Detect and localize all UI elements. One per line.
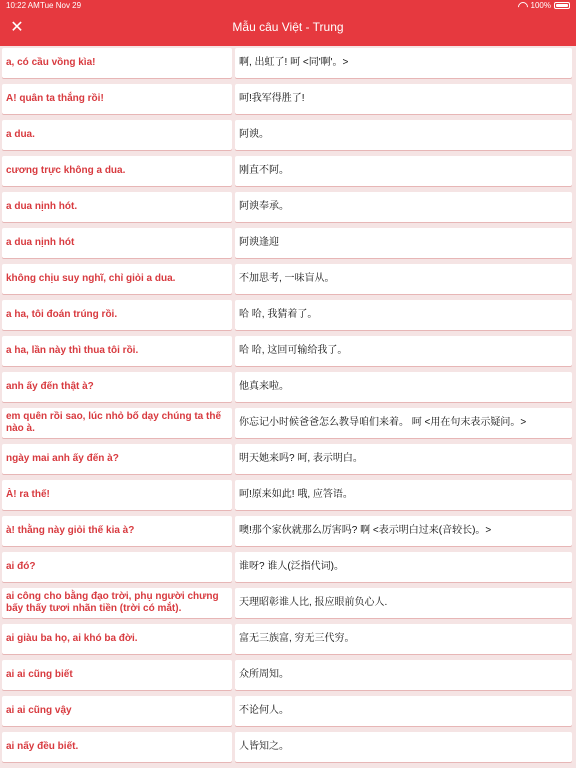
vietnamese-phrase-text: ngày mai anh ấy đến à? <box>6 453 119 464</box>
wifi-icon <box>518 2 528 10</box>
chinese-translation[interactable] <box>235 228 572 258</box>
chinese-translation[interactable] <box>235 408 572 438</box>
chinese-translation-text: 不加思考, 一味盲从。 <box>239 273 335 284</box>
vietnamese-phrase-text: a ha, lần này thì thua tôi rồi. <box>6 345 139 356</box>
table-row[interactable] <box>0 118 576 150</box>
vietnamese-phrase[interactable] <box>2 696 232 726</box>
chinese-translation[interactable] <box>235 48 572 78</box>
chinese-translation[interactable] <box>235 480 572 510</box>
chinese-translation-text: 哈 哈, 这回可输给我了。 <box>239 345 348 356</box>
vietnamese-phrase-text: ai đó? <box>6 561 36 572</box>
page-title: Mẫu câu Việt - Trung <box>232 20 344 34</box>
vietnamese-phrase-text: ai giàu ba họ, ai khó ba đời. <box>6 633 138 644</box>
vietnamese-phrase-text: À! ra thế! <box>6 489 50 500</box>
status-bar <box>0 0 576 12</box>
vietnamese-phrase[interactable] <box>2 480 232 510</box>
vietnamese-phrase-text: không chịu suy nghĩ, chỉ giỏi a dua. <box>6 273 176 284</box>
table-row[interactable] <box>0 478 576 510</box>
vietnamese-phrase[interactable] <box>2 264 232 294</box>
vietnamese-phrase[interactable] <box>2 48 232 78</box>
chinese-translation-text: 呵!我军得胜了! <box>239 93 305 104</box>
chinese-translation-text: 不论何人。 <box>239 705 289 716</box>
chinese-translation-text: 阿谀。 <box>239 129 269 140</box>
battery-percent: 100% <box>530 1 551 10</box>
vietnamese-phrase[interactable] <box>2 732 232 762</box>
chinese-translation-text: 他真来啦。 <box>239 381 289 392</box>
vietnamese-phrase[interactable] <box>2 624 232 654</box>
vietnamese-phrase[interactable] <box>2 192 232 222</box>
table-row[interactable] <box>0 658 576 690</box>
vietnamese-phrase-text: a ha, tôi đoán trúng rồi. <box>6 309 118 320</box>
vietnamese-phrase[interactable] <box>2 300 232 330</box>
table-row[interactable] <box>0 514 576 546</box>
table-row[interactable] <box>0 262 576 294</box>
chinese-translation-text: 呵!原来如此! 哦, 应答语。 <box>239 489 353 500</box>
chinese-translation[interactable] <box>235 156 572 186</box>
vietnamese-phrase[interactable] <box>2 336 232 366</box>
table-row[interactable] <box>0 406 576 438</box>
vietnamese-phrase[interactable] <box>2 120 232 150</box>
table-row[interactable] <box>0 334 576 366</box>
table-row[interactable] <box>0 154 576 186</box>
close-icon: ✕ <box>10 19 24 36</box>
vietnamese-phrase-text: a dua nịnh hót <box>6 237 75 248</box>
vietnamese-phrase[interactable] <box>2 552 232 582</box>
vietnamese-phrase-text: anh ấy đến thật à? <box>6 381 94 392</box>
chinese-translation-text: 哈 哈, 我猜着了。 <box>239 309 318 320</box>
status-time: 10:22 AM <box>6 1 40 10</box>
table-row[interactable] <box>0 226 576 258</box>
vietnamese-phrase[interactable] <box>2 588 232 618</box>
vietnamese-phrase-text: ai ai cũng vậy <box>6 705 72 716</box>
chinese-translation-text: 噢!那个家伙就那么厉害吗? 啊 <表示明白过来(音较长)。> <box>239 525 492 536</box>
table-row[interactable] <box>0 370 576 402</box>
vietnamese-phrase[interactable] <box>2 444 232 474</box>
chinese-translation[interactable] <box>235 372 572 402</box>
chinese-translation[interactable] <box>235 624 572 654</box>
chinese-translation[interactable] <box>235 516 572 546</box>
vietnamese-phrase-text: a dua nịnh hót. <box>6 201 78 212</box>
vietnamese-phrase-text: ai nấy đều biết. <box>6 741 79 752</box>
vietnamese-phrase[interactable] <box>2 84 232 114</box>
header-bar <box>0 0 576 46</box>
table-row[interactable] <box>0 586 576 618</box>
chinese-translation[interactable] <box>235 552 572 582</box>
table-row[interactable] <box>0 298 576 330</box>
vietnamese-phrase-text: a, có cầu vồng kìa! <box>6 57 96 68</box>
table-row[interactable] <box>0 694 576 726</box>
status-date: Tue Nov 29 <box>40 1 82 10</box>
vietnamese-phrase-text: ai ai cũng biết <box>6 669 73 680</box>
chinese-translation[interactable] <box>235 300 572 330</box>
vietnamese-phrase[interactable] <box>2 516 232 546</box>
chinese-translation-text: 阿谀逢迎 <box>239 237 279 248</box>
chinese-translation-text: 谁呀? 谁人(泛指代词)。 <box>239 561 344 572</box>
chinese-translation-text: 富无三族富, 穷无三代穷。 <box>239 633 355 644</box>
vietnamese-phrase[interactable] <box>2 156 232 186</box>
table-row[interactable] <box>0 550 576 582</box>
chinese-translation[interactable] <box>235 444 572 474</box>
chinese-translation-text: 阿谀奉承。 <box>239 201 289 212</box>
chinese-translation-text: 众所周知。 <box>239 669 289 680</box>
vietnamese-phrase-text: A! quân ta thắng rồi! <box>6 93 104 104</box>
table-row[interactable] <box>0 190 576 222</box>
chinese-translation-text: 啊, 出虹了! 呵 <同'啊'。> <box>239 57 349 68</box>
vietnamese-phrase[interactable] <box>2 660 232 690</box>
chinese-translation[interactable] <box>235 696 572 726</box>
table-row[interactable] <box>0 622 576 654</box>
table-row[interactable] <box>0 730 576 762</box>
chinese-translation[interactable] <box>235 264 572 294</box>
vietnamese-phrase-text: ai công cho bằng đạo trời, phụ người chưng bấy thấy tươi nhãn tiền (trời có mắt). <box>6 591 219 614</box>
vietnamese-phrase-text: à! thằng này giỏi thế kia à? <box>6 525 135 536</box>
table-row[interactable] <box>0 46 576 78</box>
chinese-translation-text: 人皆知之。 <box>239 741 289 752</box>
vietnamese-phrase-text: a dua. <box>6 129 35 140</box>
chinese-translation[interactable] <box>235 336 572 366</box>
chinese-translation-text: 明天她来吗? 呵, 表示明白。 <box>239 453 363 464</box>
chinese-translation[interactable] <box>235 120 572 150</box>
vietnamese-phrase[interactable] <box>2 372 232 402</box>
chinese-translation[interactable] <box>235 660 572 690</box>
table-row[interactable] <box>0 442 576 474</box>
chinese-translation[interactable] <box>235 732 572 762</box>
chinese-translation-text: 你忘记小时候爸爸怎么教导咱们来着。 呵 <用在句末表示疑问。> <box>239 417 527 428</box>
chinese-translation-text: 刚直不阿。 <box>239 165 289 176</box>
status-right <box>518 1 570 10</box>
table-row[interactable] <box>0 82 576 114</box>
battery-icon <box>554 2 570 9</box>
chinese-translation[interactable] <box>235 192 572 222</box>
chinese-translation[interactable] <box>235 588 572 618</box>
vietnamese-phrase[interactable] <box>2 228 232 258</box>
chinese-translation[interactable] <box>235 84 572 114</box>
vietnamese-phrase[interactable] <box>2 408 232 438</box>
vietnamese-phrase-text: cương trực không a dua. <box>6 165 126 176</box>
chinese-translation-text: 天理昭彰谁人比, 报应眼前负心人. <box>239 597 388 608</box>
vietnamese-phrase-text: em quên rồi sao, lúc nhỏ bố dạy chúng ta thế nào à. <box>6 411 222 434</box>
